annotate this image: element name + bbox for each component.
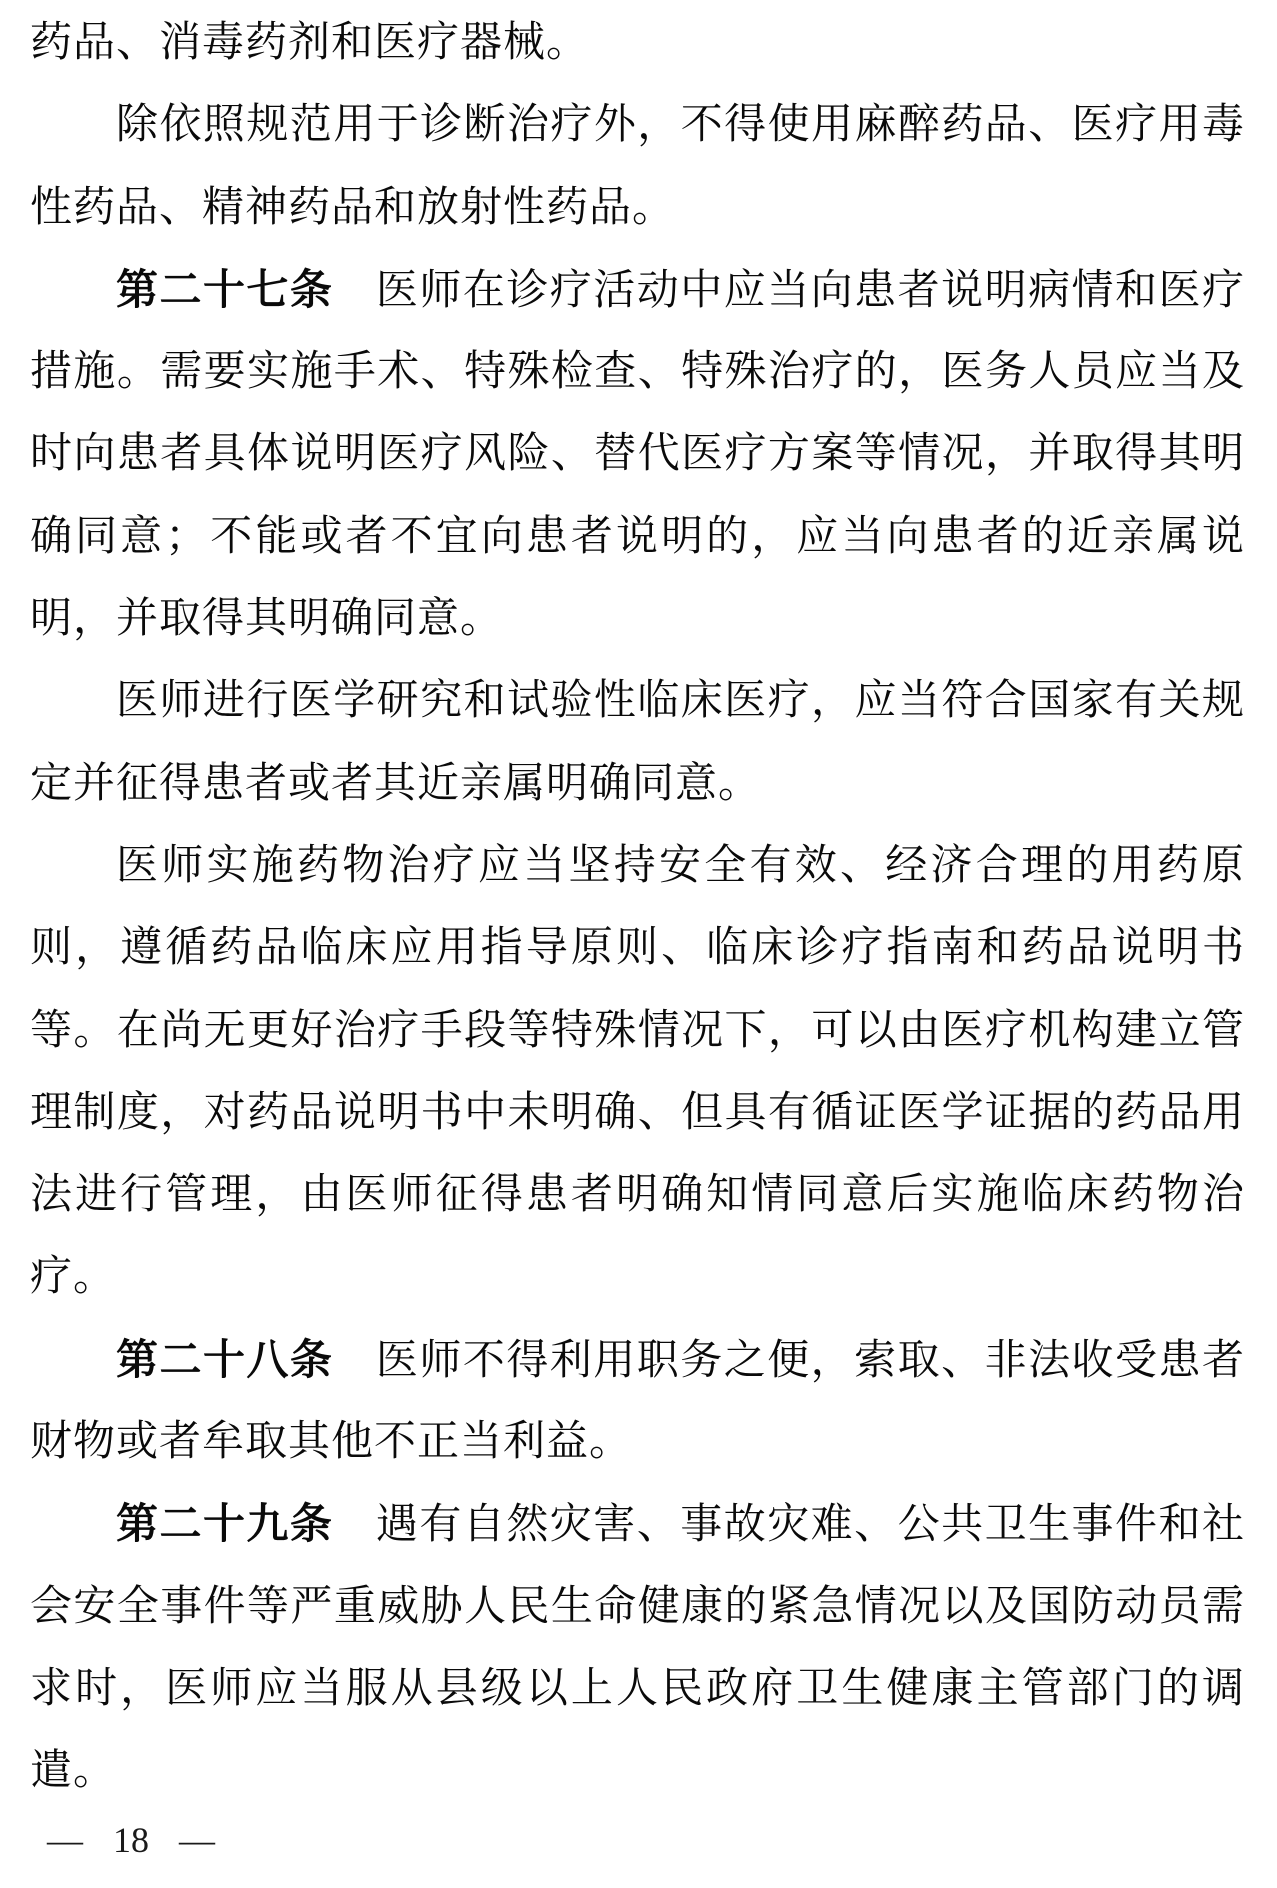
document-line <box>30 907 1245 989</box>
document-text <box>30 2 1245 1813</box>
document-line <box>30 1401 1245 1483</box>
document-line <box>30 2 1245 84</box>
document-line <box>30 578 1245 660</box>
body-text: 明，并取得其明确同意。 <box>30 596 504 643</box>
document-line <box>30 496 1245 578</box>
document-line <box>30 743 1245 825</box>
document-line <box>30 1566 1245 1648</box>
body-text: 除依照规范用于诊断治疗外，不得使用麻醉药品、医疗用毒 <box>116 102 1245 149</box>
article-title-gap <box>333 1537 375 1538</box>
document-line <box>30 167 1245 249</box>
document-line <box>30 1730 1245 1812</box>
document-line <box>30 413 1245 495</box>
body-text: 医师进行医学研究和试验性临床医疗，应当符合国家有关规 <box>116 678 1245 725</box>
body-text: 确同意；不能或者不宜向患者说明的，应当向患者的近亲属说 <box>30 513 1245 560</box>
document-line <box>30 84 1245 166</box>
document-line <box>30 1483 1245 1565</box>
body-text: 遣。 <box>30 1748 117 1795</box>
body-text: 理制度，对药品说明书中未明确、但具有循证医学证据的药品用 <box>30 1089 1245 1136</box>
document-line <box>30 1154 1245 1236</box>
document-line <box>30 331 1245 413</box>
document-line <box>30 990 1245 1072</box>
page-footer <box>47 1820 1245 1860</box>
footer-dash-left: — <box>47 1819 83 1860</box>
body-text: 药品、消毒药剂和医疗器械。 <box>30 20 590 66</box>
document-line <box>30 1236 1245 1318</box>
article-number: 第二十九条 <box>116 1500 334 1548</box>
body-text: 等。在尚无更好治疗手段等特殊情况下，可以由医疗机构建立管 <box>30 1007 1245 1054</box>
body-text: 定并征得患者或者其近亲属明确同意。 <box>30 760 762 807</box>
article-title-gap <box>333 1373 375 1374</box>
body-text: 求时，医师应当服从县级以上人民政府卫生健康主管部门的调 <box>30 1665 1245 1712</box>
document-line <box>30 249 1245 331</box>
body-text: 医师在诊疗活动中应当向患者说明病情和医疗 <box>375 267 1245 314</box>
document-line <box>30 660 1245 742</box>
body-text: 性药品、精神药品和放射性药品。 <box>30 184 676 231</box>
body-text: 财物或者牟取其他不正当利益。 <box>30 1419 633 1466</box>
article-number: 第二十七条 <box>116 265 334 313</box>
document-line <box>30 1319 1245 1401</box>
body-text: 措施。需要实施手术、特殊检查、特殊治疗的，医务人员应当及 <box>30 349 1245 396</box>
document-line <box>30 1648 1245 1730</box>
body-text: 会安全事件等严重威胁人民生命健康的紧急情况以及国防动员需 <box>30 1583 1245 1630</box>
page-number: 18 <box>113 1819 149 1860</box>
body-text: 法进行管理，由医师征得患者明确知情同意后实施临床药物治 <box>30 1172 1245 1219</box>
article-title-gap <box>333 303 375 304</box>
article-number: 第二十八条 <box>116 1335 334 1383</box>
document-line <box>30 1072 1245 1154</box>
body-text: 遇有自然灾害、事故灾难、公共卫生事件和社 <box>375 1502 1245 1549</box>
body-text: 则，遵循药品临床应用指导原则、临床诊疗指南和药品说明书 <box>30 925 1245 972</box>
body-text: 医师不得利用职务之便，索取、非法收受患者 <box>375 1337 1245 1384</box>
footer-dash-right: — <box>179 1819 215 1860</box>
document-line <box>30 825 1245 907</box>
body-text: 疗。 <box>30 1254 117 1301</box>
body-text: 医师实施药物治疗应当坚持安全有效、经济合理的用药原 <box>116 842 1245 889</box>
body-text: 时向患者具体说明医疗风险、替代医疗方案等情况，并取得其明 <box>30 431 1245 478</box>
